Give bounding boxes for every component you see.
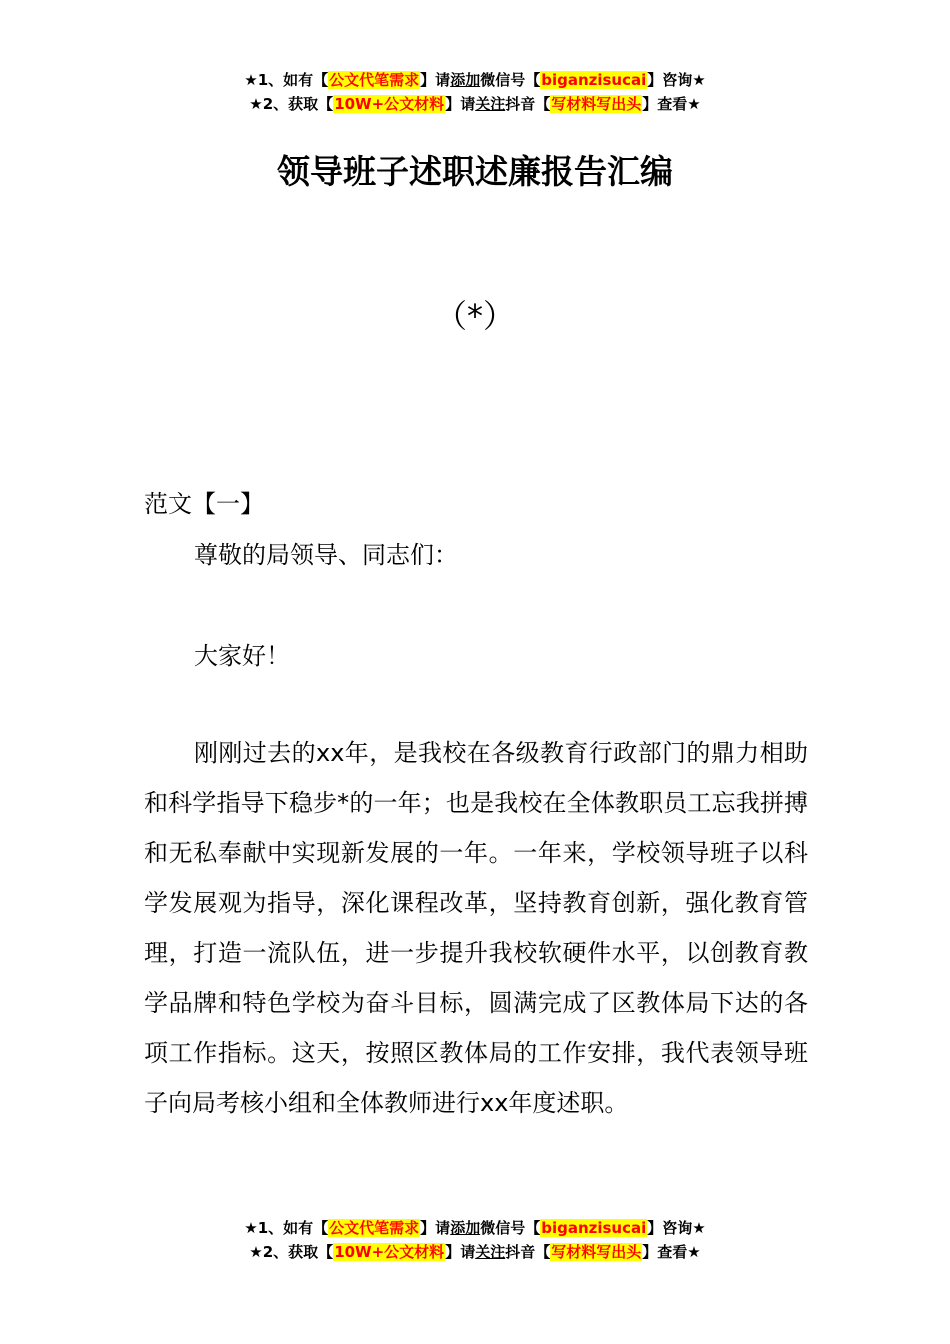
- ad-highlight-wechat-id: biganzisucai: [541, 1219, 647, 1237]
- ad-line-1-mid2: 微信号【: [480, 71, 541, 89]
- ad-line-1: [0, 68, 950, 92]
- ad-line-2: [0, 92, 950, 116]
- ad-highlight-service: 公文代笔需求: [329, 1219, 420, 1237]
- ad-line-1-mid2: 微信号【: [480, 1219, 541, 1237]
- ad-line-2: [0, 1240, 950, 1264]
- ad-line-2-mid: 】请: [445, 95, 476, 113]
- ad-line-1: [0, 1216, 950, 1240]
- greeting-paragraph: 尊敬的局领导、同志们：: [194, 541, 458, 569]
- ad-line-1-mid: 】请: [420, 1219, 451, 1237]
- hello-paragraph: 大家好！: [194, 642, 290, 670]
- ad-line-2-mid2: 抖音【: [505, 1243, 551, 1261]
- ad-underline-follow: 关注: [475, 95, 506, 113]
- ad-highlight-wechat-id: biganzisucai: [541, 71, 647, 89]
- ad-line-2-pre: ★2、获取【: [249, 1243, 334, 1261]
- ad-line-1-mid: 】请: [420, 71, 451, 89]
- ad-highlight-materials: 10W+公文材料: [334, 1243, 445, 1261]
- ad-line-1-post: 】咨询★: [647, 71, 706, 89]
- ad-underline-follow: 关注: [475, 1243, 506, 1261]
- ad-line-2-mid: 】请: [445, 1243, 476, 1261]
- ad-underline-add: 添加: [450, 1219, 481, 1237]
- ad-highlight-douyin-id: 写材料写出头: [551, 95, 642, 113]
- ad-highlight-service: 公文代笔需求: [329, 71, 420, 89]
- ad-underline-add: 添加: [450, 71, 481, 89]
- ad-line-2-post: 】查看★: [642, 95, 701, 113]
- section-heading: 范文【一】: [144, 490, 264, 518]
- ad-highlight-materials: 10W+公文材料: [334, 95, 445, 113]
- document-title: 领导班子述职述廉报告汇编: [277, 152, 673, 191]
- ad-line-1-pre: ★1、如有【: [244, 71, 329, 89]
- ad-line-2-pre: ★2、获取【: [249, 95, 334, 113]
- ad-line-2-mid2: 抖音【: [505, 95, 551, 113]
- document-marker: （*）: [434, 297, 515, 335]
- ad-banner-bottom: [0, 1216, 950, 1264]
- ad-banner-top: [0, 68, 950, 116]
- ad-line-1-pre: ★1、如有【: [244, 1219, 329, 1237]
- ad-highlight-douyin-id: 写材料写出头: [551, 1243, 642, 1261]
- body-paragraph: 刚刚过去的xx年，是我校在各级教育行政部门的鼎力相助和科学指导下稳步*的一年；也是我校在全体教职员工忘我拼搏和无私奉献中实现新发展的一年。一年来，学校领导班子以科学发展观为指导，深化课程改革，坚持教育创新，强化教育管理，打造一流队伍，进一步提升我校软硬件水平，以创教育教学品牌和特色学校为奋斗目标，圆满完成了区教体局下达的各项工作指标。这天，按照区教体局的工作安排，我代表领导班子向局考核小组和全体教师进行xx年度述职。: [144, 739, 808, 1117]
- ad-line-2-post: 】查看★: [642, 1243, 701, 1261]
- ad-line-1-post: 】咨询★: [647, 1219, 706, 1237]
